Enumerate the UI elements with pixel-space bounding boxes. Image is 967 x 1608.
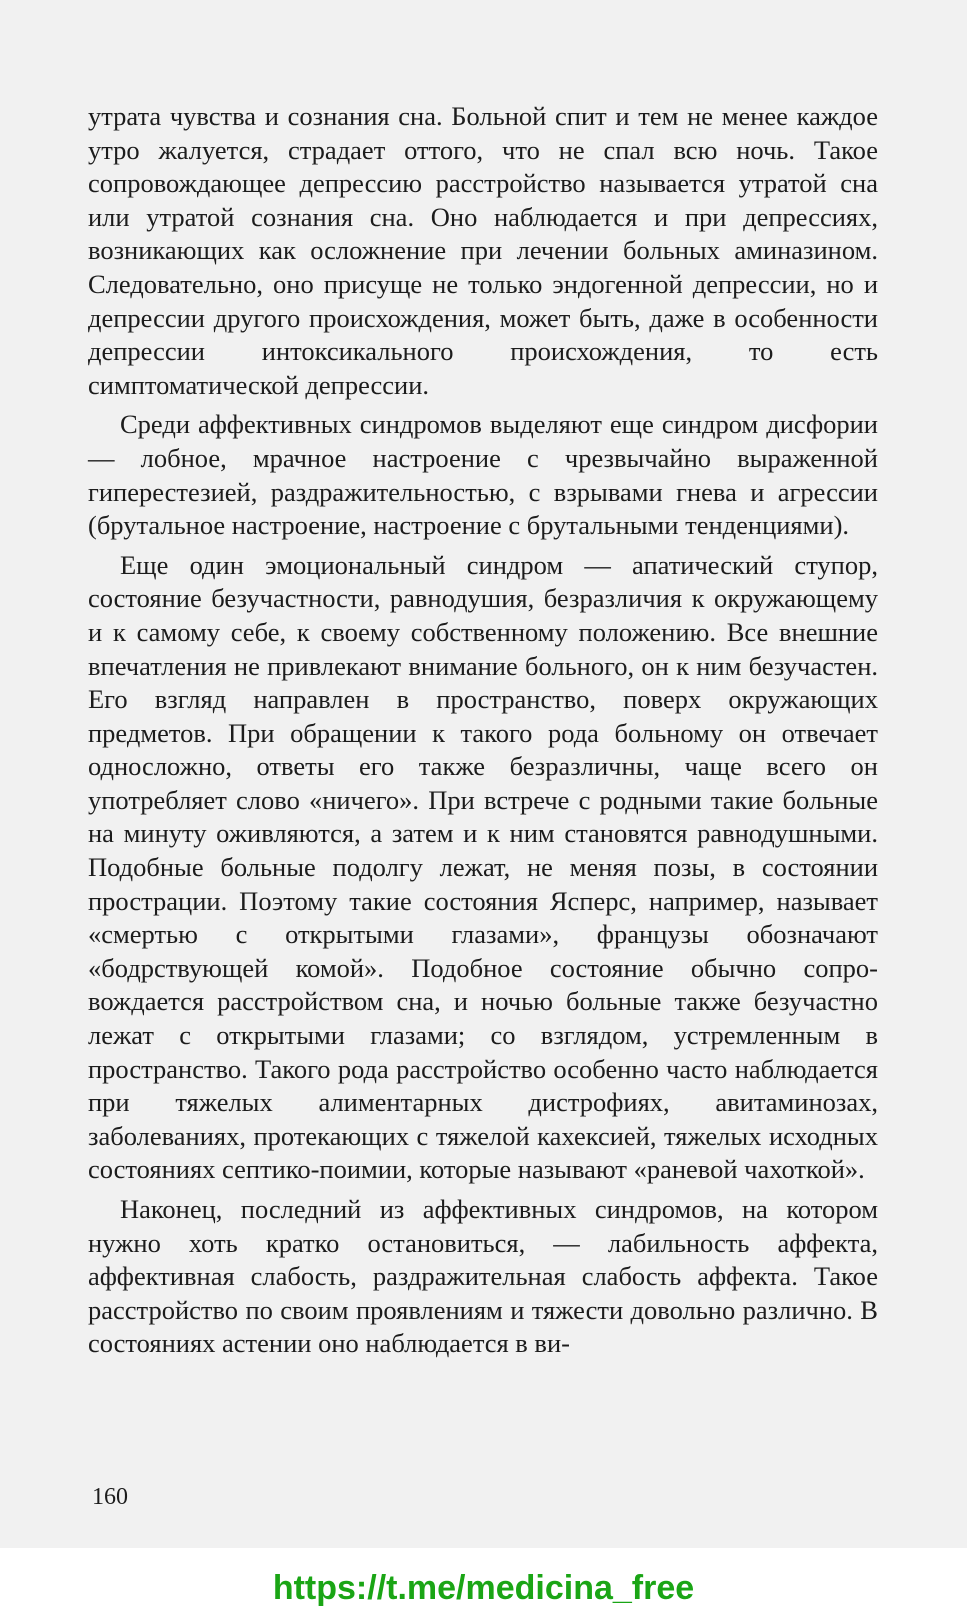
paragraph-4: Наконец, последний из аффективных синдромов, на котором нужно хоть кратко остановиться, — лабильность аффекта, аффективная слабость, раздражительная слабость аффекта. Такое расстройство по своим проявлениям и тяжести довольно различно. В состояниях астении оно наблюдается в ви- [88,1194,878,1359]
telegram-link[interactable]: https://t.me/medicina_free [0,1568,967,1608]
page-number: 160 [92,1484,128,1510]
paragraph-3: Еще один эмоциональный синдром — апатический ступор, состояние безучастности, равнодушия, безразличия к окружающему и к самому себе, к своему собственному положению. Все внешние впечатления не привлекают внимание больного, он к ним безучастен. Его взгляд направлен в пространство, поверх окружающих предметов. При обращении к такого рода больному он отвечает односложно, ответы его также безразличны, чаще всего он употребляет слово «ничего». При встрече с родными такие больные на минуту оживляются, а затем и к ним становятся равнодушными. Подобные больные подолгу лежат, не меняя позы, в состоянии прострации. Поэтому такие состояния Ясперс, например, называет «смертью с открытыми глазами», французы обозначают «бодрствующей комой». Подобное состояние обычно сопровождается расстройством сна, и ночью больные также безучастно лежат с открытыми глазами; со взглядом, устремленным в пространство. Такого рода расстройство особенно часто наблюдается при тяжелых алиментарных дистрофиях, авитаминозах, заболеваниях, протекающих с тяжелой кахексией, тяжелых исходных состояниях септико-поимии, которые называют «раневой чахоткой». [88,549,878,1185]
body-text [88,100,878,1367]
paragraph-2: Среди аффективных синдромов выделяют еще синдром дисфории — лобное, мрачное настроение с чрезвычайно выраженной гиперестезией, раздражительностью, с взрывами гнева и агрессии (брутальное настроение, настроение с брутальными тенденциями). [88,409,878,541]
paragraph-1: утрата чувства и сознания сна. Больной спит и тем не менее каждое утро жалуется, страдает оттого, что не спал всю ночь. Такое сопровождающее депрессию расстройство называется утратой сна или утратой сознания сна. Оно наблюдается и при депрессиях, возникающих как осложнение при лечении больных аминазином. Следовательно, оно присуще не только эндогенной депрессии, но и депрессии другого происхождения, может быть, даже в особенности депрессии интоксикального происхождения, то есть симптоматической депрессии. [88,101,878,400]
